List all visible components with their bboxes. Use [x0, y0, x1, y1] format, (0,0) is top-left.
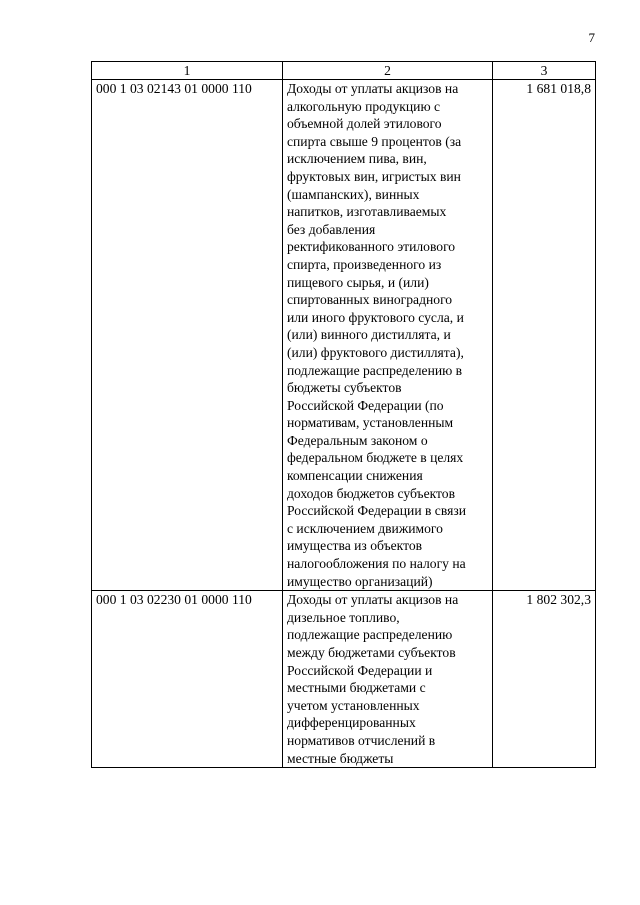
description-line: пищевого сырья, и (или)	[287, 274, 429, 290]
description-line: (или) винного дистиллята, и	[287, 327, 451, 343]
column-header-3: 3	[493, 62, 596, 80]
description-line: налогообложения по налогу на	[287, 556, 466, 572]
description-line: нормативам, установленным	[287, 415, 454, 431]
page-number: 7	[588, 30, 595, 45]
revenue-code: 000 1 03 02143 01 0000 110	[92, 80, 283, 591]
description-line: исключением пива, вин,	[287, 151, 427, 167]
description-line: без добавления	[287, 221, 376, 237]
revenue-table	[91, 61, 596, 768]
description-line: дизельное топливо,	[287, 609, 400, 625]
revenue-description	[283, 591, 493, 768]
description-line: местными бюджетами с	[287, 680, 426, 696]
description-line: федеральном бюджете в целях	[287, 450, 464, 466]
description-line: бюджеты субъектов	[287, 380, 402, 396]
description-line: алкогольную продукцию с	[287, 98, 441, 114]
description-line: подлежащие распределению в	[287, 362, 463, 378]
description-line: Российской Федерации (по	[287, 397, 444, 413]
description-line: подлежащие распределению	[287, 627, 453, 643]
table-row	[92, 591, 596, 768]
header-row	[92, 62, 596, 80]
description-line: (или) фруктового дистиллята),	[287, 344, 464, 360]
description-line: Доходы от уплаты акцизов на	[287, 592, 459, 608]
description-line: спирта, произведенного из	[287, 256, 442, 272]
description-line: объемной долей этилового	[287, 116, 442, 132]
description-line: (шампанских), винных	[287, 186, 420, 202]
description-line: спиртованных виноградного	[287, 292, 453, 308]
revenue-amount: 1 681 018,8	[493, 80, 596, 591]
description-line: местные бюджеты	[287, 750, 394, 766]
column-header-2: 2	[283, 62, 493, 80]
description-line: доходов бюджетов субъектов	[287, 485, 456, 501]
description-line: нормативов отчислений в	[287, 732, 436, 748]
description-line: дифференцированных	[287, 715, 416, 731]
description-line: между бюджетами субъектов	[287, 645, 456, 660]
description-line: фруктовых вин, игристых вин	[287, 168, 461, 184]
description-line: спирта свыше 9 процентов (за	[287, 133, 462, 149]
table-row	[92, 80, 596, 591]
description-line: Российской Федерации в связи	[287, 503, 466, 519]
description-line: Федеральным законом о	[287, 432, 428, 448]
description-line: напитков, изготавливаемых	[287, 204, 447, 220]
description-line: Российской Федерации и	[287, 662, 433, 678]
description-line: имущество организаций)	[287, 573, 433, 589]
description-line: компенсации снижения	[287, 468, 423, 484]
revenue-amount: 1 802 302,3	[493, 591, 596, 768]
description-line: или иного фруктового сусла, и	[287, 309, 464, 325]
description-line: с исключением движимого	[287, 520, 443, 536]
column-header-1: 1	[92, 62, 283, 80]
description-line: Доходы от уплаты акцизов на	[287, 81, 459, 96]
description-line: ректификованного этилового	[287, 239, 456, 255]
revenue-code: 000 1 03 02230 01 0000 110	[92, 591, 283, 768]
revenue-description	[283, 80, 493, 591]
table-body	[92, 80, 596, 768]
description-line: учетом установленных	[287, 697, 420, 713]
description-line: имущества из объектов	[287, 538, 423, 554]
